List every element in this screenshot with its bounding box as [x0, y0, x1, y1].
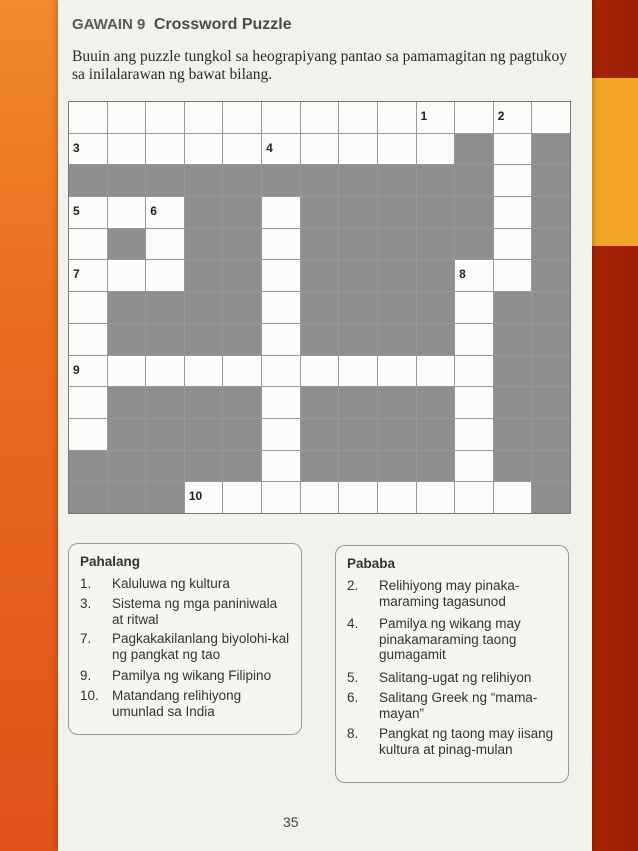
clue-text: Pagkakakilanlang biyolohi-kal ng pangkat ng tao [112, 631, 290, 662]
crossword-cell[interactable] [262, 229, 300, 260]
clue-number: 1. [80, 576, 92, 591]
crossword-block [108, 165, 146, 196]
clue-text: Relihiyong may pinaka-maraming tagasunod [379, 578, 520, 609]
crossword-block [532, 197, 570, 228]
crossword-cell[interactable] [69, 356, 107, 387]
crossword-block [223, 260, 261, 291]
crossword-block [378, 197, 416, 228]
clue-text: Matandang relihiyong umunlad sa India [112, 688, 242, 719]
crossword-block [417, 451, 455, 482]
clue-number-label: 10 [188, 489, 203, 504]
crossword-block [301, 451, 339, 482]
crossword-block [455, 197, 493, 228]
crossword-block [417, 260, 455, 291]
crossword-cell[interactable] [108, 356, 146, 387]
crossword-cell[interactable] [262, 387, 300, 418]
crossword-cell[interactable] [417, 102, 455, 133]
crossword-cell[interactable] [185, 102, 223, 133]
crossword-cell[interactable] [455, 260, 493, 291]
crossword-block [185, 387, 223, 418]
crossword-cell[interactable] [146, 260, 184, 291]
crossword-block [378, 419, 416, 450]
crossword-block [108, 482, 146, 513]
crossword-block [378, 387, 416, 418]
clue-number-label: 4 [266, 140, 273, 155]
crossword-block [262, 165, 300, 196]
crossword-cell[interactable] [262, 134, 300, 165]
clue-number: 9. [80, 668, 92, 683]
crossword-cell[interactable] [185, 482, 223, 513]
clue-item [80, 668, 292, 684]
clue-item [347, 670, 559, 686]
crossword-block [417, 229, 455, 260]
clue-item [347, 690, 559, 721]
crossword-block [494, 387, 532, 418]
crossword-block [339, 292, 377, 323]
crossword-block [378, 165, 416, 196]
crossword-cell[interactable] [146, 197, 184, 228]
crossword-cell[interactable] [339, 356, 377, 387]
crossword-block [185, 292, 223, 323]
crossword-cell[interactable] [262, 419, 300, 450]
crossword-block [108, 229, 146, 260]
clue-number-label: 3 [73, 140, 80, 155]
clue-number: 2. [347, 578, 359, 593]
crossword-block [532, 324, 570, 355]
crossword-cell[interactable] [301, 356, 339, 387]
clue-number: 6. [347, 690, 359, 705]
crossword-cell[interactable] [185, 356, 223, 387]
crossword-block [69, 165, 107, 196]
crossword-block [223, 324, 261, 355]
crossword-block [223, 292, 261, 323]
crossword-block [301, 292, 339, 323]
crossword-cell[interactable] [262, 260, 300, 291]
crossword-cell[interactable] [262, 451, 300, 482]
crossword-cell[interactable] [301, 134, 339, 165]
clue-item [347, 726, 559, 757]
crossword-cell[interactable] [185, 134, 223, 165]
clue-number-label: 1 [420, 109, 428, 123]
crossword-cell[interactable] [455, 356, 493, 387]
crossword-cell[interactable] [378, 482, 416, 513]
crossword-block [455, 165, 493, 196]
crossword-block [223, 165, 261, 196]
crossword-block [532, 260, 570, 291]
clue-number: 10. [80, 688, 99, 703]
crossword-cell[interactable] [69, 324, 107, 355]
crossword-block [146, 165, 184, 196]
crossword-block [223, 419, 261, 450]
crossword-block [146, 292, 184, 323]
crossword-block [108, 387, 146, 418]
crossword-block [417, 419, 455, 450]
page-number: 35 [283, 814, 299, 830]
clue-number-label: 6 [150, 204, 157, 219]
crossword-block [301, 387, 339, 418]
crossword-block [301, 419, 339, 450]
clue-number: 3. [80, 596, 92, 611]
crossword-block [301, 260, 339, 291]
crossword-cell[interactable] [417, 482, 455, 513]
crossword-block [494, 292, 532, 323]
clue-number: 5. [347, 670, 359, 685]
crossword-block [339, 387, 377, 418]
page-title: Crossword Puzzle [153, 16, 292, 33]
crossword-cell[interactable] [494, 134, 532, 165]
crossword-block [301, 324, 339, 355]
crossword-cell[interactable] [223, 356, 261, 387]
crossword-cell[interactable] [69, 292, 107, 323]
crossword-block [185, 197, 223, 228]
crossword-block [301, 165, 339, 196]
clue-item [80, 631, 292, 662]
clue-item [80, 688, 292, 719]
crossword-block [223, 451, 261, 482]
background-left-strip [0, 0, 58, 851]
crossword-cell[interactable] [108, 102, 146, 133]
crossword-block [223, 229, 261, 260]
crossword-cell[interactable] [417, 356, 455, 387]
crossword-cell[interactable] [69, 197, 107, 228]
crossword-cell[interactable] [146, 102, 184, 133]
crossword-cell[interactable] [223, 102, 261, 133]
across-heading: Pahalang [80, 554, 141, 569]
crossword-block [532, 419, 570, 450]
clue-item [347, 578, 559, 609]
crossword-block [532, 134, 570, 165]
crossword-cell[interactable] [262, 482, 300, 513]
crossword-block [69, 482, 107, 513]
crossword-block [532, 387, 570, 418]
crossword-block [339, 451, 377, 482]
clue-text: Salitang-ugat ng relihiyon [379, 670, 532, 685]
crossword-cell[interactable] [262, 324, 300, 355]
crossword-block [339, 324, 377, 355]
crossword-block [417, 387, 455, 418]
crossword-block [532, 292, 570, 323]
crossword-block [69, 451, 107, 482]
crossword-block [339, 165, 377, 196]
crossword-cell[interactable] [262, 102, 300, 133]
crossword-cell[interactable] [108, 260, 146, 291]
crossword-cell[interactable] [108, 197, 146, 228]
crossword-block [494, 451, 532, 482]
crossword-grid [68, 101, 571, 514]
crossword-cell[interactable] [69, 419, 107, 450]
clue-item [347, 616, 559, 663]
crossword-block [378, 324, 416, 355]
crossword-cell[interactable] [301, 102, 339, 133]
crossword-block [108, 451, 146, 482]
crossword-block [108, 324, 146, 355]
crossword-cell[interactable] [69, 229, 107, 260]
clue-number: 4. [347, 616, 359, 631]
crossword-cell[interactable] [69, 387, 107, 418]
crossword-block [494, 356, 532, 387]
crossword-block [417, 165, 455, 196]
crossword-block [339, 419, 377, 450]
crossword-block [185, 260, 223, 291]
crossword-block [185, 165, 223, 196]
crossword-block [532, 451, 570, 482]
crossword-cell[interactable] [494, 197, 532, 228]
crossword-cell[interactable] [455, 451, 493, 482]
crossword-block [146, 482, 184, 513]
background-accent-bar [592, 78, 638, 246]
clue-item [80, 576, 292, 592]
crossword-cell[interactable] [223, 482, 261, 513]
clue-number-label: 9 [73, 362, 80, 377]
crossword-block [417, 197, 455, 228]
crossword-cell[interactable] [69, 260, 107, 291]
crossword-block [417, 324, 455, 355]
crossword-cell[interactable] [378, 356, 416, 387]
crossword-block [301, 229, 339, 260]
crossword-block [185, 229, 223, 260]
crossword-cell[interactable] [494, 260, 532, 291]
clue-text: Pamilya ng wikang Filipino [112, 668, 272, 683]
crossword-block [532, 229, 570, 260]
clue-item [80, 596, 292, 627]
down-clues-panel [335, 545, 569, 783]
crossword-block [146, 387, 184, 418]
crossword-cell[interactable] [339, 102, 377, 133]
crossword-block [378, 451, 416, 482]
crossword-block [455, 134, 493, 165]
crossword-block [108, 419, 146, 450]
clue-number-label: 7 [73, 267, 80, 282]
crossword-block [339, 197, 377, 228]
crossword-cell[interactable] [455, 387, 493, 418]
crossword-cell[interactable] [532, 102, 570, 133]
crossword-block [532, 165, 570, 196]
crossword-block [532, 482, 570, 513]
crossword-cell[interactable] [494, 102, 532, 133]
crossword-block [339, 260, 377, 291]
clue-text: Sistema ng mga paniniwala at ritwal [112, 596, 278, 627]
crossword-block [378, 292, 416, 323]
crossword-cell[interactable] [339, 134, 377, 165]
crossword-block [339, 229, 377, 260]
crossword-block [146, 324, 184, 355]
crossword-block [146, 419, 184, 450]
crossword-cell[interactable] [262, 292, 300, 323]
crossword-block [378, 229, 416, 260]
down-heading: Pababa [347, 556, 396, 571]
crossword-cell[interactable] [455, 419, 493, 450]
crossword-cell[interactable] [378, 102, 416, 133]
activity-label: GAWAIN 9 [72, 16, 146, 33]
across-clues-panel [68, 543, 302, 735]
crossword-block [185, 451, 223, 482]
crossword-cell[interactable] [455, 102, 493, 133]
crossword-block [185, 324, 223, 355]
crossword-cell[interactable] [417, 134, 455, 165]
crossword-cell[interactable] [378, 134, 416, 165]
crossword-block [455, 229, 493, 260]
crossword-block [417, 292, 455, 323]
clue-text: Salitang Greek ng “mama-mayan” [379, 690, 538, 721]
crossword-cell[interactable] [146, 356, 184, 387]
crossword-block [532, 356, 570, 387]
crossword-cell[interactable] [223, 134, 261, 165]
crossword-cell[interactable] [146, 134, 184, 165]
clue-text: Kaluluwa ng kultura [112, 576, 230, 591]
crossword-cell[interactable] [108, 134, 146, 165]
clue-text: Pamilya ng wikang may pinakamaraming taong gumagamit [379, 616, 521, 662]
crossword-block [494, 324, 532, 355]
crossword-cell[interactable] [262, 356, 300, 387]
crossword-block [108, 292, 146, 323]
crossword-block [301, 197, 339, 228]
crossword-cell[interactable] [494, 482, 532, 513]
crossword-block [146, 451, 184, 482]
activity-heading [72, 16, 292, 34]
clue-number: 8. [347, 726, 359, 741]
crossword-cell[interactable] [494, 229, 532, 260]
clue-number-label: 2 [497, 109, 505, 123]
crossword-cell[interactable] [69, 134, 107, 165]
crossword-cell[interactable] [301, 482, 339, 513]
clue-number: 7. [80, 631, 92, 646]
clue-number-label: 5 [73, 204, 80, 219]
crossword-cell[interactable] [494, 165, 532, 196]
crossword-cell[interactable] [455, 292, 493, 323]
crossword-block [494, 419, 532, 450]
crossword-cell[interactable] [69, 102, 107, 133]
crossword-cell[interactable] [262, 197, 300, 228]
crossword-cell[interactable] [455, 324, 493, 355]
crossword-block [185, 419, 223, 450]
clue-number-label: 8 [459, 267, 466, 282]
crossword-cell[interactable] [455, 482, 493, 513]
clue-text: Pangkat ng taong may iisang kultura at pinag-mulan [379, 726, 554, 757]
crossword-cell[interactable] [339, 482, 377, 513]
crossword-block [378, 260, 416, 291]
crossword-block [223, 197, 261, 228]
instructions-text: Buuin ang puzzle tungkol sa heograpiyang pantao sa pamamagitan ng pagtukoy sa inilalarawan ng bawat bilang. [72, 48, 568, 83]
crossword-block [223, 387, 261, 418]
crossword-cell[interactable] [146, 229, 184, 260]
